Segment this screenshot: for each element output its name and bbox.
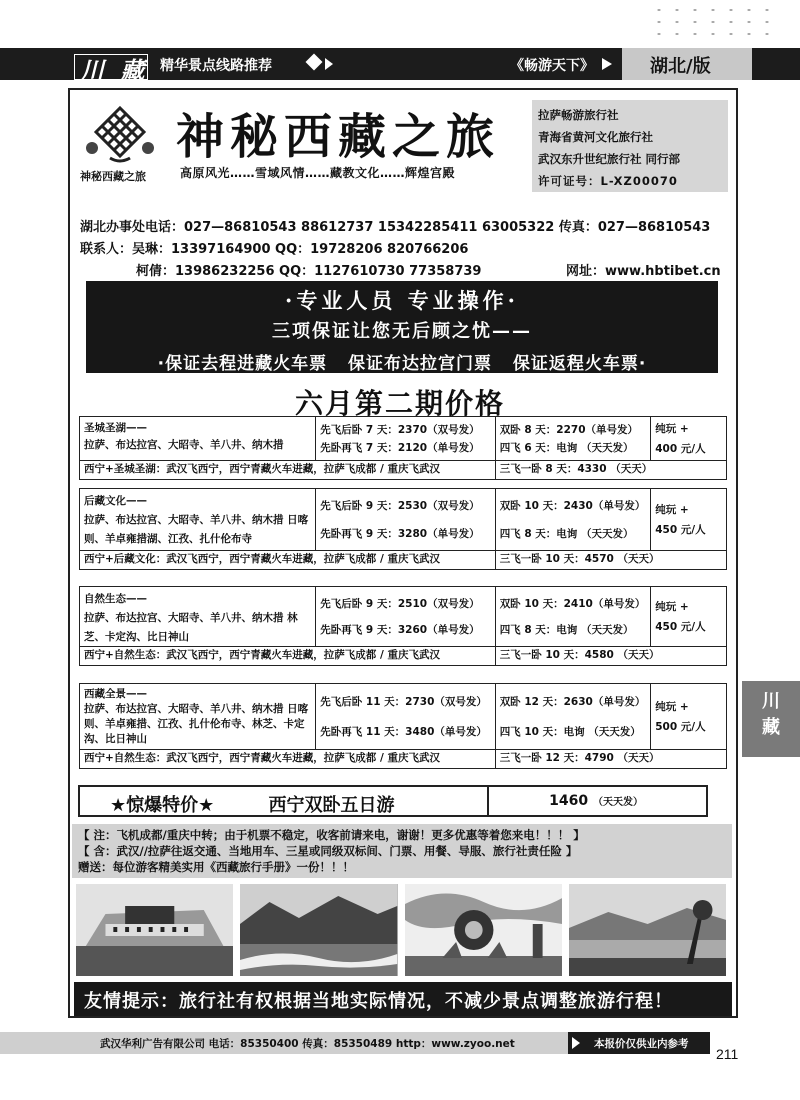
xining-route: 西宁+后藏文化：武汉飞西宁，西宁青藏火车进藏，拉萨飞成都 / 重庆飞武汉 bbox=[84, 553, 440, 565]
price-item: 先飞后卧 7 天：2370（双号发） bbox=[320, 423, 480, 436]
price-item: 先飞后卧 9 天：2510（双号发） bbox=[320, 597, 480, 610]
special-offer-note: （天天发） bbox=[593, 797, 644, 808]
addon-column bbox=[650, 417, 726, 460]
xining-route: 西宁+自然生态：武汉飞西宁，西宁青藏火车进藏，拉萨飞成都 / 重庆飞武汉 bbox=[84, 752, 440, 764]
price-item: 先卧再飞 9 天：3280（单号发） bbox=[320, 527, 480, 540]
diamond-icon bbox=[306, 54, 323, 71]
addon-label: 纯玩 + bbox=[655, 600, 689, 613]
route-info bbox=[80, 587, 315, 646]
agency-name: 青海省黄河文化旅行社 bbox=[538, 130, 653, 144]
route-footer bbox=[80, 750, 726, 768]
website: 网址：www.hbtibet.cn bbox=[566, 264, 721, 279]
potala-palace-photo bbox=[76, 884, 233, 976]
contact-person-line: 联系人：吴琳：13397164900 QQ：19728206 820766206 bbox=[80, 242, 469, 257]
price-item: 四飞 8 天：电询 （天天发） bbox=[499, 527, 634, 540]
photo-strip bbox=[76, 884, 726, 976]
addon-price: 400 元/人 bbox=[655, 442, 706, 455]
price-column bbox=[315, 587, 494, 646]
reference-notice: 本报价仅供业内参考 bbox=[568, 1032, 710, 1054]
route-footer bbox=[80, 647, 726, 665]
price-column bbox=[495, 489, 651, 550]
special-offer-price: 1460 bbox=[549, 793, 589, 809]
price-column bbox=[315, 489, 494, 550]
special-offer-box bbox=[78, 785, 708, 817]
special-offer-label: ★惊爆特价★ 西宁双卧五日游 bbox=[110, 795, 395, 816]
addon-label: 纯玩 + bbox=[655, 503, 689, 516]
arrow-right-icon bbox=[602, 58, 612, 70]
route-desc: 拉萨、布达拉宫、大昭寺、羊八井、纳木措 日喀则、羊卓雍措湖、江孜、扎什伦布寺 bbox=[84, 514, 309, 545]
decorative-dots bbox=[650, 4, 770, 44]
addon-price: 450 元/人 bbox=[655, 620, 706, 633]
banner-subline: 三项保证让您无后顾之忧—— bbox=[272, 321, 532, 342]
taglines: 高原风光……雪域风情……藏教文化……辉煌宫殿 bbox=[180, 166, 456, 180]
addon-column bbox=[650, 684, 726, 749]
price-item: 双卧 12 天：2630（单号发） bbox=[499, 696, 646, 709]
agency-list bbox=[532, 100, 728, 192]
top-header-bar bbox=[0, 48, 800, 85]
addon-label: 纯玩 + bbox=[655, 422, 689, 435]
price-period-title: 六月第二期价格 bbox=[294, 387, 505, 420]
price-item: 先卧再飞 7 天：2120（单号发） bbox=[320, 442, 480, 455]
note-line: 赠送：每位游客精美实用《西藏旅行手册》一份！！！ bbox=[78, 860, 354, 874]
price-item: 先卧再飞 9 天：3260（单号发） bbox=[320, 624, 480, 637]
price-column bbox=[495, 684, 651, 749]
route-desc: 拉萨、布达拉宫、大昭寺、羊八井、纳木措 日喀则、羊卓雍措、江孜、扎什伦布寺、林芝、卡定沟、比日神山 bbox=[84, 703, 309, 745]
route-name: 后藏文化—— bbox=[84, 495, 147, 507]
publisher-info: 武汉华利广告有限公司 电话：85350400 传真：85350489 http：www.zyoo.net bbox=[100, 1038, 515, 1050]
route-info bbox=[80, 489, 315, 550]
xining-route: 西宁+自然生态：武汉飞西宁，西宁青藏火车进藏，拉萨飞成都 / 重庆飞武汉 bbox=[84, 649, 440, 661]
route-block bbox=[79, 586, 727, 666]
river-valley-photo bbox=[240, 884, 397, 976]
route-block bbox=[79, 488, 727, 570]
xining-price: 三飞一卧 10 天：4580 （天天） bbox=[495, 647, 726, 665]
addon-column bbox=[650, 587, 726, 646]
route-name: 自然生态—— bbox=[84, 593, 147, 605]
addon-column bbox=[650, 489, 726, 550]
guarantee-banner bbox=[86, 281, 718, 373]
price-item: 先飞后卧 11 天：2730（双号发） bbox=[320, 696, 487, 709]
side-tab-char: 川 bbox=[762, 691, 780, 712]
price-item: 双卧 10 天：2430（单号发） bbox=[499, 500, 646, 513]
price-column bbox=[315, 417, 494, 460]
notes-box bbox=[72, 824, 732, 878]
banner-guarantees: ·保证去程进藏火车票 保证布达拉宫门票 保证返程火车票· bbox=[157, 354, 647, 374]
agency-name: 武汉东升世纪旅行社 同行部 bbox=[538, 152, 681, 166]
brand-small-name: 神秘西藏之旅 bbox=[80, 170, 146, 183]
route-info bbox=[80, 684, 315, 749]
lake-landscape-photo bbox=[569, 884, 726, 976]
footer-bar bbox=[0, 1032, 710, 1054]
page-number: 211 bbox=[716, 1046, 739, 1062]
friendly-tip-bar: 友情提示：旅行社有权根据当地实际情况，不减少景点调整旅游行程！ bbox=[74, 982, 732, 1016]
banner-headline: ·专业人员 专业操作· bbox=[285, 288, 519, 313]
license-number: 许可证号：L-XZ00070 bbox=[538, 174, 678, 188]
route-block bbox=[79, 416, 727, 480]
route-name: 圣城圣湖—— bbox=[84, 422, 147, 434]
price-column bbox=[495, 417, 651, 460]
price-item: 先卧再飞 11 天：3480（单号发） bbox=[320, 725, 487, 738]
section-subtitle: 精华景点线路推荐 bbox=[160, 58, 272, 74]
xining-price: 三飞一卧 10 天：4570 （天天） bbox=[495, 551, 726, 569]
xining-route: 西宁+圣城圣湖：武汉飞西宁，西宁青藏火车进藏，拉萨飞成都 / 重庆飞武汉 bbox=[84, 463, 440, 475]
contact-person-line: 柯倩：13986232256 QQ：1127610730 77358739 bbox=[136, 264, 482, 279]
edition-label: 湖北/版 bbox=[622, 48, 752, 80]
xining-price: 三飞一卧 12 天：4790 （天天） bbox=[495, 750, 726, 768]
price-item: 双卧 10 天：2410（单号发） bbox=[499, 597, 646, 610]
note-line: 【 注：飞机成都/重庆中转；由于机票不稳定，收客前请来电，谢谢！更多优惠等着您来电！！！ 】 bbox=[78, 828, 585, 842]
route-footer bbox=[80, 461, 726, 479]
route-info bbox=[80, 417, 315, 460]
price-item: 四飞 8 天：电询 （天天发） bbox=[499, 624, 634, 637]
route-block bbox=[79, 683, 727, 769]
special-offer-price-cell bbox=[487, 787, 706, 815]
magazine-name: 《畅游天下》 bbox=[510, 58, 594, 74]
section-logo: 川 藏 bbox=[80, 51, 148, 86]
arrow-right-icon bbox=[572, 1037, 580, 1049]
price-item: 双卧 8 天：2270（单号发） bbox=[499, 423, 639, 436]
price-column bbox=[495, 587, 651, 646]
price-column bbox=[315, 684, 494, 749]
main-title: 神秘西藏之旅 bbox=[176, 109, 501, 165]
price-item: 四飞 6 天：电询 （天天发） bbox=[499, 442, 634, 455]
route-desc: 拉萨、布达拉宫、大昭寺、羊八井、纳木措 林芝、卡定沟、比日神山 bbox=[84, 612, 298, 643]
price-item: 四飞 10 天：电询 （天天发） bbox=[499, 725, 641, 738]
endless-knot-logo bbox=[84, 104, 156, 164]
side-region-tab bbox=[742, 681, 800, 757]
contact-phone-line: 湖北办事处电话：027—86810543 88612737 15342285411 63005322 传真：027—86810543 bbox=[80, 220, 711, 235]
price-item: 先飞后卧 9 天：2530（双号发） bbox=[320, 500, 480, 513]
side-tab-char: 藏 bbox=[762, 717, 780, 738]
route-desc: 拉萨、布达拉宫、大昭寺、羊八井、纳木措 bbox=[84, 439, 284, 451]
xining-price: 三飞一卧 8 天：4330 （天天） bbox=[495, 461, 726, 479]
agency-name: 拉萨畅游旅行社 bbox=[538, 108, 619, 122]
route-name: 西藏全景—— bbox=[84, 688, 147, 700]
route-footer bbox=[80, 551, 726, 569]
addon-price: 500 元/人 bbox=[655, 720, 706, 733]
arrow-right-icon bbox=[325, 58, 333, 70]
addon-label: 纯玩 + bbox=[655, 700, 689, 713]
note-line: 【 含：武汉//拉萨往返交通、当地用车、三星或同级双标间、门票、用餐、导服、旅行社责任险 】 bbox=[78, 844, 578, 858]
addon-price: 450 元/人 bbox=[655, 523, 706, 536]
prayer-wheel-deer-photo bbox=[405, 884, 562, 976]
